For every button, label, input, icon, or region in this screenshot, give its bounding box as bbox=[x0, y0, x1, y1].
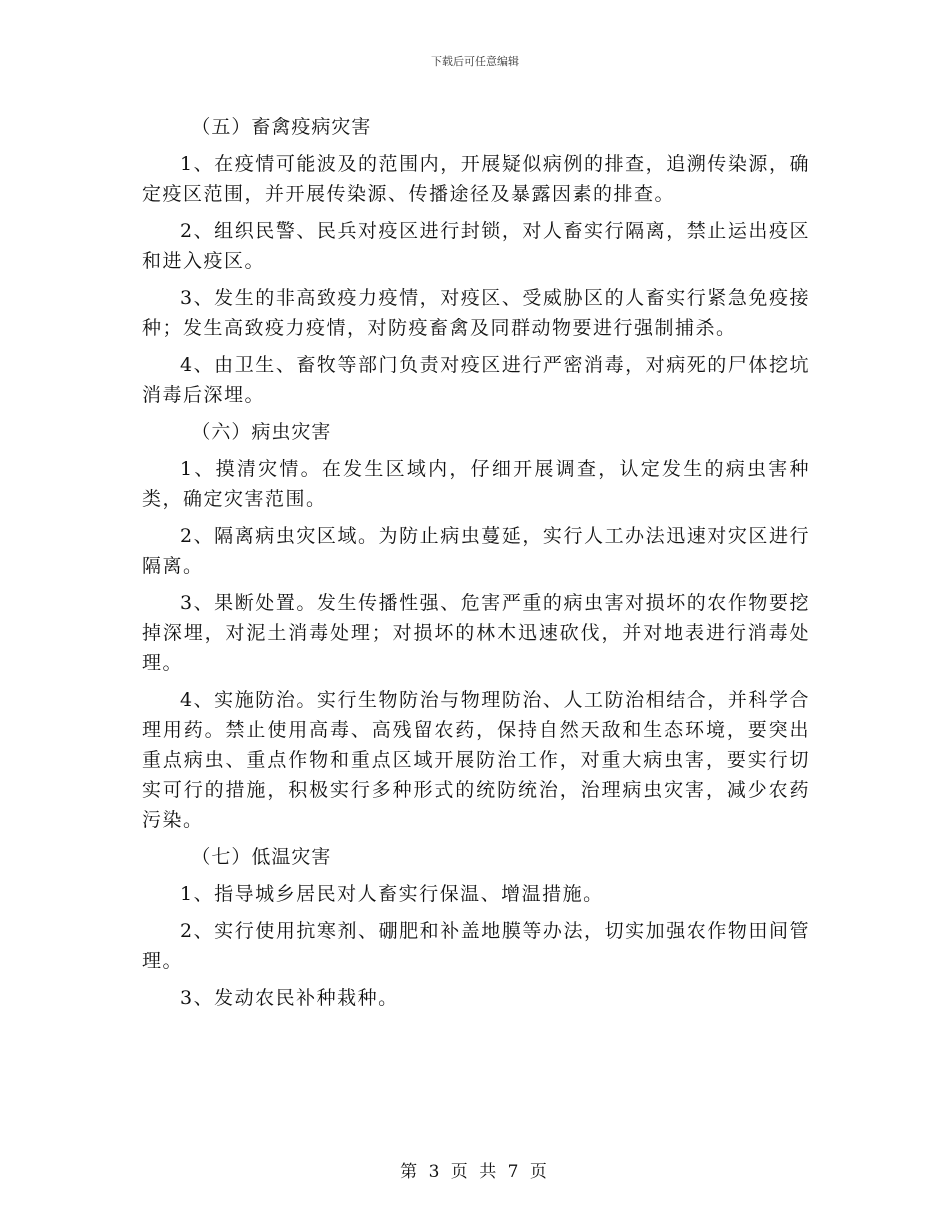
paragraph: 4、由卫生、畜牧等部门负责对疫区进行严密消毒，对病死的尸体挖坑消毒后深埋。 bbox=[142, 354, 810, 406]
page-number-footer: 第 3 页 共 7 页 bbox=[400, 1162, 550, 1182]
paragraph: 1、摸清灾情。在发生区域内，仔细开展调查，认定发生的病虫害种类，确定灾害范围。 bbox=[142, 458, 810, 510]
paragraph: 2、组织民警、民兵对疫区进行封锁，对人畜实行隔离，禁止运出疫区和进入疫区。 bbox=[142, 220, 810, 272]
paragraph: 3、果断处置。发生传播性强、危害严重的病虫害对损坏的农作物要挖掉深埋，对泥土消毒处理；对损坏的林木迅速砍伐，并对地表进行消毒处理。 bbox=[142, 592, 810, 674]
paragraph: 4、实施防治。实行生物防治与物理防治、人工防治相结合，并科学合理用药。禁止使用高毒、高残留农药，保持自然天敌和生态环境，要突出重点病虫、重点作物和重点区域开展防治工作，对重大病虫害，要实行切实可行的措施，积极实行多种形式的统防统治，治理病虫灾害，减少农药污染。 bbox=[142, 689, 810, 831]
paragraph: 1、指导城乡居民对人畜实行保温、增温措施。 bbox=[180, 883, 604, 905]
document-body bbox=[142, 112, 810, 1020]
section-heading-5: （五）畜禽疫病灾害 bbox=[191, 116, 372, 138]
paragraph: 3、发生的非高致疫力疫情，对疫区、受威胁区的人畜实行紧急免疫接种；发生高致疫力疫情，对防疫畜禽及同群动物要进行强制捕杀。 bbox=[142, 287, 810, 339]
paragraph: 2、隔离病虫灾区域。为防止病虫蔓延，实行人工办法迅速对灾区进行隔离。 bbox=[142, 525, 810, 577]
paragraph: 1、在疫情可能波及的范围内，开展疑似病例的排查，追溯传染源，确定疫区范围，并开展传染源、传播途径及暴露因素的排查。 bbox=[142, 153, 810, 205]
section-heading-7: （七）低温灾害 bbox=[191, 846, 332, 868]
page-header-note: 下载后可任意编辑 bbox=[431, 55, 519, 68]
section-heading-6: （六）病虫灾害 bbox=[191, 421, 332, 443]
paragraph: 3、发动农民补种栽种。 bbox=[180, 987, 399, 1009]
paragraph: 2、实行使用抗寒剂、硼肥和补盖地膜等办法，切实加强农作物田间管理。 bbox=[142, 920, 810, 972]
